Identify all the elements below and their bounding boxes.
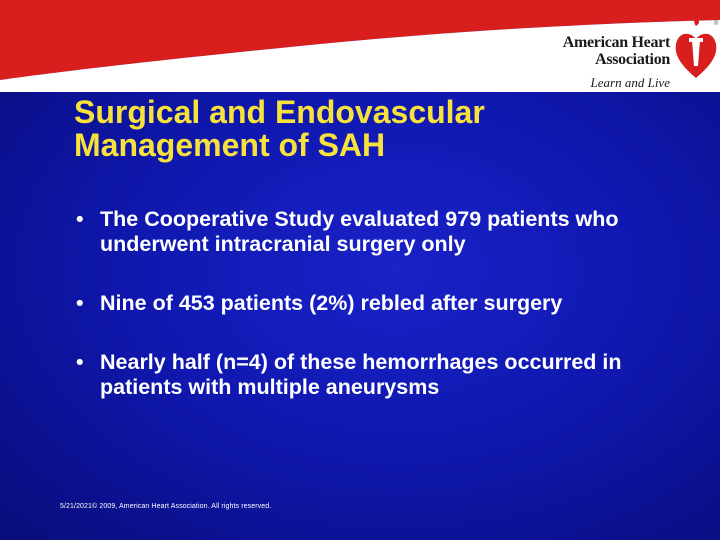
heart-torch-icon (672, 16, 720, 88)
bullet-dot: • (76, 291, 84, 315)
bullet-text: Nearly half (n=4) of these hemorrhages occurred in patients with multiple aneurysms (100, 350, 622, 399)
bullet-item (76, 350, 636, 400)
registered-mark: ® (714, 21, 719, 27)
logo-tagline: Learn and Live (590, 75, 670, 90)
bullet-text: Nine of 453 patients (2%) rebled after surgery (100, 291, 563, 315)
bullet-text: The Cooperative Study evaluated 979 patients who underwent intracranial surgery only (100, 207, 619, 256)
logo-line-american-heart: American Heart (562, 34, 670, 51)
bullet-dot: • (76, 207, 84, 231)
copyright-footer: 5/21/2021© 2009, American Heart Association. All rights reserved. (60, 503, 272, 510)
bullet-dot: • (76, 350, 84, 374)
aha-logo (548, 16, 720, 96)
title-line-2: Management of SAH (74, 127, 386, 163)
slide-title (74, 96, 485, 162)
bullet-list (76, 207, 636, 400)
logo-text (563, 34, 670, 91)
title-line-1: Surgical and Endovascular (74, 94, 485, 130)
logo-line-association: Association (595, 51, 670, 68)
bullet-item (76, 291, 636, 316)
bullet-item (76, 207, 636, 257)
